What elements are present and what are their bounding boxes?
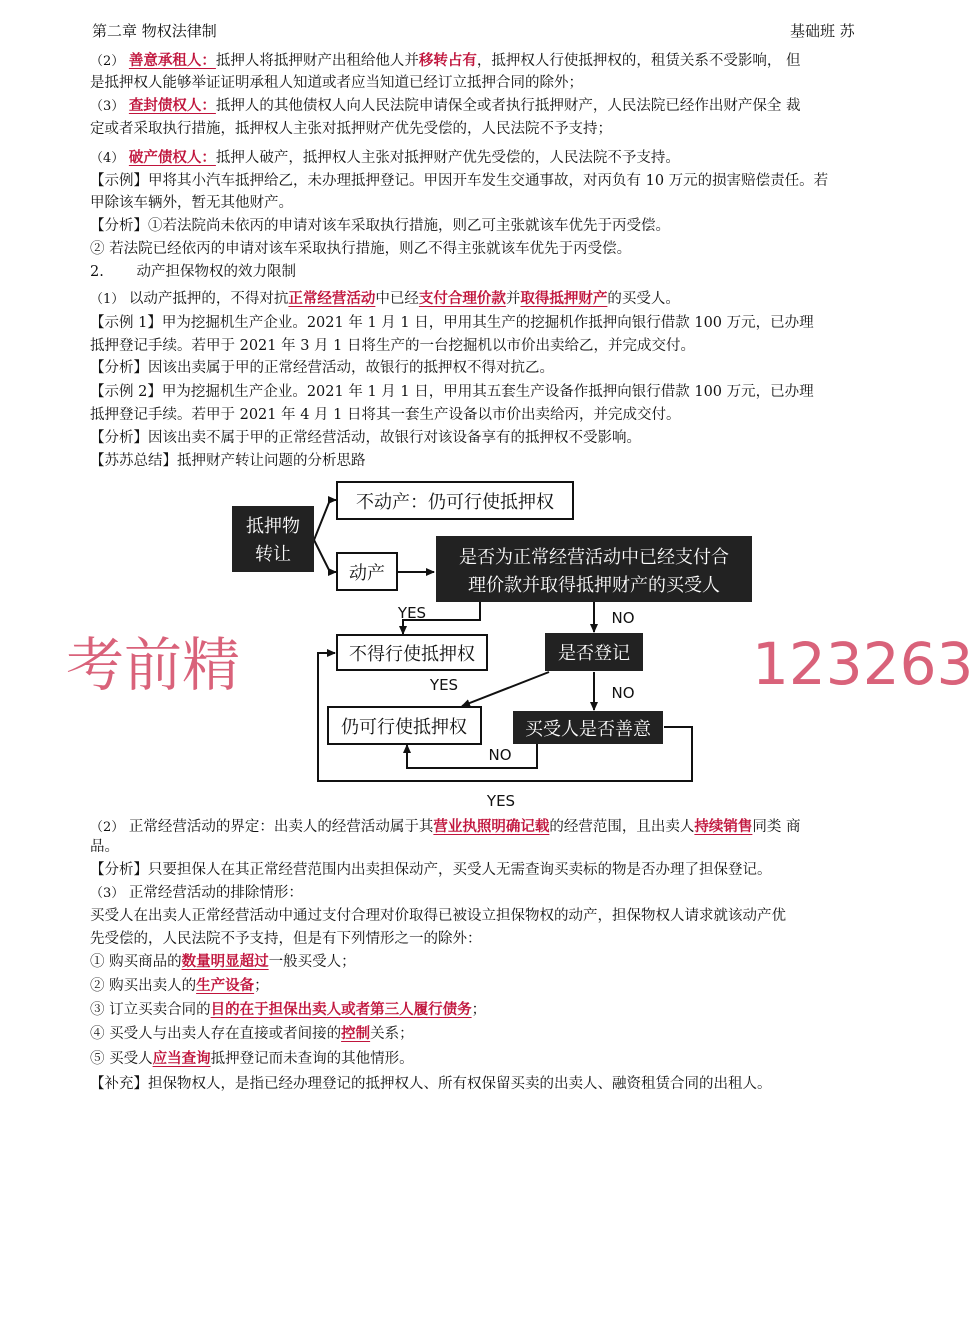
list-item	[90, 1023, 905, 1045]
para-line: 定或者采取执行措施，抵押权人主张对抵押财产优先受偿的，人民法院不予支持；	[90, 121, 612, 137]
header-chapter: 第二章 物权法律制	[92, 22, 217, 40]
highlight-license: 营业执照明确记载	[433, 819, 550, 835]
flow-can-right-label: 仍可行使抵押权	[341, 717, 467, 738]
supplement-line: 【补充】担保物权人，是指已经办理登记的抵押权人、所有权保留买卖的出卖人、融资租赁合同的出租人。	[90, 1076, 772, 1092]
analysis-line: 【分析】只要担保人在其正常经营范围内出卖担保动产，买受人无需查询买卖标的物是否办理了担保登记。	[90, 862, 772, 878]
header-course: 基础班 苏	[790, 22, 855, 40]
para-movable-limit	[90, 288, 905, 311]
list-item-text: ④ 买受人与出卖人存在直接或者间接的	[90, 1026, 342, 1042]
list-item	[90, 975, 905, 997]
list-item-text: ① 购买商品的	[90, 954, 182, 970]
flow-q1-line2: 理价款并取得抵押财产的买受人	[468, 575, 720, 596]
text: 的经营范围，且出卖人	[549, 819, 695, 835]
term-good-faith-lessee: 善意承租人：	[128, 53, 216, 69]
list-item-highlight: 数量明显超过	[181, 954, 269, 970]
para-line: 买受人在出卖人正常经营活动中通过支付合理对价取得已被设立担保物权的动产，担保物权人请求就该动产优	[90, 908, 786, 924]
section-title: 动产担保物权的效力限制	[136, 264, 296, 280]
text: 中已经	[375, 291, 419, 307]
para-good-faith-lessee	[90, 50, 905, 73]
flow-q1-line1: 是否为正常经营活动中已经支付合	[459, 547, 729, 568]
example-line: 【示例 1】甲为挖掘机生产企业。2021 年 1 月 1 日，甲用其生产的挖掘机作抵押向银行借款 100 万元，已办理	[90, 315, 814, 331]
text: 并	[505, 291, 521, 307]
list-item	[90, 1048, 905, 1070]
flow-realty-label: 不动产：仍可行使抵押权	[356, 492, 554, 513]
list-item-text: ；	[471, 1002, 487, 1018]
list-item-highlight: 应当查询	[152, 1051, 211, 1067]
text: 抵押人破产，抵押权人主张对抵押财产优先受偿的，人民法院不予支持。	[215, 150, 680, 166]
list-item-text: ；	[254, 978, 269, 994]
para-line: 是抵押权人能够举证证明承租人知道或者应当知道已经订立抵押合同的除外；	[90, 75, 583, 91]
flow-q2-label: 是否登记	[558, 643, 630, 664]
flow-movable-label: 动产	[349, 563, 385, 584]
list-item-text: 一般买受人；	[268, 954, 356, 970]
list-item-highlight: 目的在于担保出卖人或者第三人履行债务	[210, 1002, 472, 1018]
list-item-text: ③ 订立买卖合同的	[90, 1002, 211, 1018]
item-number: （1）	[90, 292, 125, 307]
list-item	[90, 999, 905, 1021]
item-number: （3）	[90, 99, 125, 114]
highlight-acquired-property: 取得抵押财产	[520, 291, 608, 307]
flow-label-yes-2: YES	[429, 676, 459, 694]
list-item-text: ② 购买出卖人的	[90, 978, 197, 994]
example-line: 【示例】甲将其小汽车抵押给乙，未办理抵押登记。甲因开车发生交通事故，对丙负有 10 万元的损害赔偿责任。若	[90, 173, 829, 189]
list-item	[90, 951, 905, 973]
flow-no-right-label: 不得行使抵押权	[349, 644, 475, 665]
highlight-normal-business: 正常经营活动	[288, 291, 376, 307]
text: ，抵押权人行使抵押权的，租赁关系不受影响， 但	[476, 53, 801, 69]
item-number: （2）	[90, 54, 125, 69]
para-line: 品。	[90, 839, 119, 855]
term-bankruptcy-creditor: 破产债权人：	[128, 150, 216, 166]
item-number: （2）	[90, 820, 125, 835]
analysis-line: 【分析】因该出卖属于甲的正常经营活动，故银行的抵押权不得对抗乙。	[90, 360, 554, 376]
text: 正常经营活动的界定：出卖人的经营活动属于其	[128, 819, 434, 835]
list-item-highlight: 控制	[341, 1026, 371, 1042]
example-line: 甲除该车辆外，暂无其他财产。	[90, 195, 293, 211]
flow-label-no-1: NO	[611, 609, 635, 627]
list-item-text: 关系；	[370, 1026, 414, 1042]
section-heading	[90, 261, 905, 283]
watermark-right: 123263	[752, 630, 973, 698]
term-seizure-creditor: 查封债权人：	[128, 98, 216, 114]
highlight-reasonable-price: 支付合理价款	[418, 291, 506, 307]
flow-label-yes-3: YES	[486, 792, 516, 810]
flow-start-line1: 抵押物	[246, 516, 300, 537]
flow-start-line2: 转让	[255, 544, 291, 565]
text: 抵押人将抵押财产出租给他人并	[215, 53, 419, 69]
flow-label-yes-1: YES	[397, 604, 427, 622]
list-item-highlight: 生产设备	[196, 978, 255, 994]
list-item-text: ⑤ 买受人	[90, 1051, 153, 1067]
section-number: 2.	[90, 264, 104, 280]
analysis-line: 【分析】①若法院尚未依丙的申请对该车采取执行措施，则乙可主张就该车优先于丙受偿。	[90, 218, 670, 234]
example-line: 【示例 2】甲为挖掘机生产企业。2021 年 1 月 1 日，甲用其五套生产设备作抵押向银行借款 100 万元，已办理	[90, 384, 814, 400]
example-line: 抵押登记手续。若甲于 2021 年 3 月 1 日将生产的一台挖掘机以市价出卖给乙，并完成交付。	[90, 338, 696, 354]
para-line: 先受偿的，人民法院不予支持，但是有下列情形之一的除外：	[90, 931, 482, 947]
list-item-text: 抵押登记而未查询的其他情形。	[210, 1051, 414, 1067]
flow-label-no-3: NO	[488, 746, 512, 764]
analysis-line: ② 若法院已经依丙的申请对该车采取执行措施，则乙不得主张就该车优先于丙受偿。	[90, 241, 632, 257]
para-seizure-creditor	[90, 95, 905, 118]
watermark-left: 考前精	[66, 631, 241, 699]
flow-q3-label: 买受人是否善意	[525, 719, 651, 740]
text: 正常经营活动的排除情形：	[128, 885, 303, 901]
highlight-continuous-sales: 持续销售	[694, 819, 753, 835]
example-line: 抵押登记手续。若甲于 2021 年 4 月 1 日将其一套生产设备以市价出卖给丙，并完成交付。	[90, 407, 681, 423]
para-bankruptcy-creditor	[90, 147, 905, 170]
flow-label-no-2: NO	[611, 684, 635, 702]
text: 同类 商	[752, 819, 801, 835]
text: 抵押人的其他债权人向人民法院申请保全或者执行抵押财产，人民法院已经作出财产保全 裁	[215, 98, 801, 114]
analysis-line: 【分析】因该出卖不属于甲的正常经营活动，故银行对该设备享有的抵押权不受影响。	[90, 430, 641, 446]
item-number: （3）	[90, 886, 125, 901]
summary-heading: 【苏苏总结】抵押财产转让问题的分析思路	[90, 453, 366, 469]
para-exclusions-heading	[90, 882, 905, 905]
text: 以动产抵押的，不得对抗	[128, 291, 289, 307]
highlight-transfer-possession: 移转占有	[418, 53, 477, 69]
text: 的买受人。	[607, 291, 680, 307]
item-number: （4）	[90, 151, 125, 166]
